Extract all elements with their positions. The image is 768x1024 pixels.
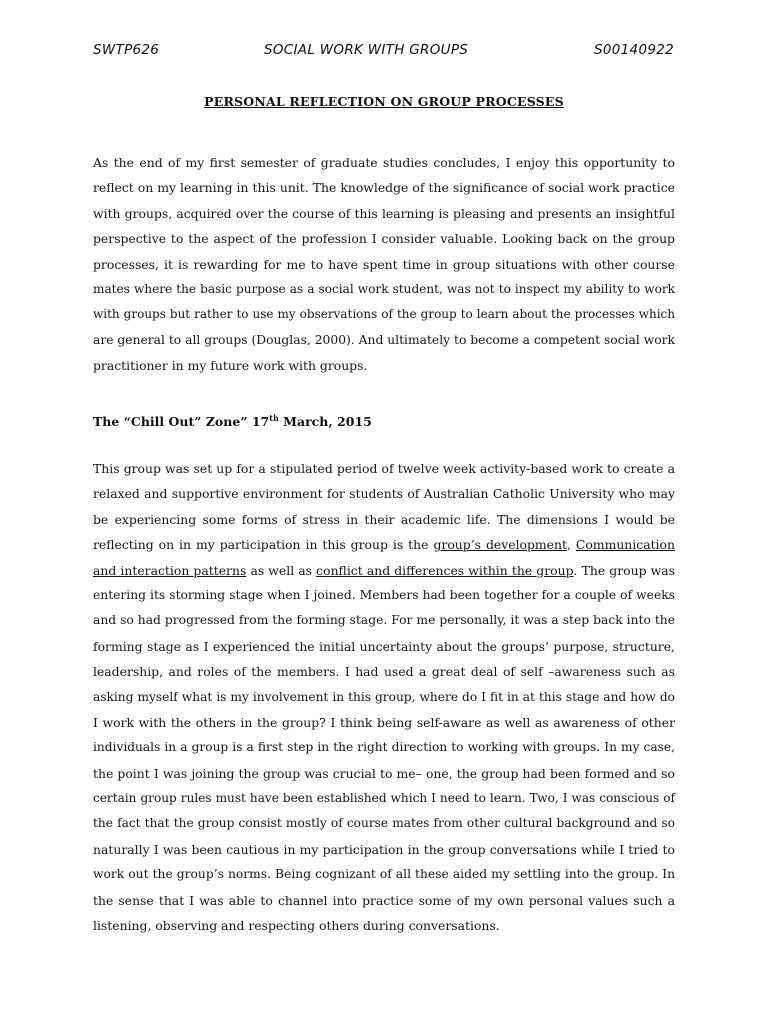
section-heading-text: The “Chill Out” Zone” 17 bbox=[93, 414, 270, 429]
intro-line: are general to all groups (Douglas, 2000). And ultimately to become a competent social work bbox=[93, 332, 675, 347]
line-text: as well as bbox=[246, 562, 317, 578]
section-line: asking myself what is my involvement in this group, where do I fit in at this stage and how do bbox=[93, 689, 675, 704]
section-line: and so had progressed from the forming stage. For me personally, it was a step back into the bbox=[93, 613, 675, 628]
intro-line: processes, it is rewarding for me to have spent time in group situations with other course bbox=[93, 256, 675, 272]
section-line: forming stage as I experienced the initial uncertainty about the groups’ purpose, structure, bbox=[93, 638, 675, 654]
page-header bbox=[93, 42, 674, 62]
section-heading bbox=[93, 414, 372, 429]
intro-line: reflect on my learning in this unit. The knowledge of the significance of social work practice bbox=[93, 180, 675, 196]
line-text: , bbox=[566, 537, 576, 553]
section-line: listening, observing and respecting others during conversations. bbox=[93, 918, 500, 934]
intro-line: with groups, acquired over the course of this learning is pleasing and presents an insightful bbox=[93, 205, 675, 221]
intro-line: As the end of my first semester of graduate studies concludes, I enjoy this opportunity to bbox=[93, 155, 675, 170]
section-line: certain group rules must have been established which I need to learn. Two, I was conscious of bbox=[93, 791, 675, 806]
document-title: PERSONAL REFLECTION ON GROUP PROCESSES bbox=[204, 94, 564, 109]
section-line: naturally I was been cautious in my participation in the group conversations while I tried to bbox=[93, 841, 675, 857]
section-heading-sup: th bbox=[269, 412, 279, 423]
course-name: SOCIAL WORK WITH GROUPS bbox=[264, 42, 469, 58]
intro-line: practitioner in my future work with groups. bbox=[93, 358, 368, 374]
section-line: entering its storming stage when I joined. Members had been together for a couple of weeks bbox=[93, 587, 675, 602]
section-line: relaxed and supportive environment for students of Australian Catholic University who may bbox=[93, 486, 675, 502]
line-text: . The group was bbox=[573, 562, 675, 578]
student-id: S00140922 bbox=[594, 42, 674, 58]
intro-paragraph bbox=[93, 150, 675, 379]
underlined-phrase: group’s development bbox=[433, 537, 567, 553]
section-line: I work with the others in the group? I think being self-aware as well as awareness of other bbox=[93, 714, 675, 730]
intro-line: mates where the basic purpose as a social work student, was not to inspect my ability to work bbox=[93, 281, 675, 296]
section-line: This group was set up for a stipulated period of twelve week activity-based work to create a bbox=[93, 461, 675, 476]
section-heading-date: March, 2015 bbox=[278, 414, 372, 429]
section-line: work out the group’s norms. Being cognizant of all these aided my settling into the group. In bbox=[93, 867, 675, 882]
section-line: the sense that I was able to channel into practice some of my own personal values such a bbox=[93, 892, 675, 908]
section-line: leadership, and roles of the members. I had used a great deal of self –awareness such as bbox=[93, 664, 675, 680]
section-line: the fact that the group consist mostly of course mates from other cultural background and so bbox=[93, 816, 675, 831]
underlined-phrase: conflict and differences within the group bbox=[316, 562, 574, 578]
section-line bbox=[93, 532, 675, 557]
section-line: be experiencing some forms of stress in their academic life. The dimensions I would be bbox=[93, 511, 675, 527]
underlined-phrase: and interaction patterns bbox=[93, 562, 247, 578]
course-code: SWTP626 bbox=[93, 42, 160, 58]
section-line: individuals in a group is a first step in the right direction to working with groups. In my case, bbox=[93, 740, 675, 755]
section-line bbox=[93, 558, 675, 583]
line-text: reflecting on in my participation in this group is the bbox=[93, 537, 434, 553]
section-line: the point I was joining the group was crucial to me– one, the group had been formed and so bbox=[93, 765, 675, 781]
underlined-phrase: Communication bbox=[575, 537, 675, 553]
intro-line: with groups but rather to use my observations of the group to learn about the processes which bbox=[93, 307, 675, 322]
section-paragraph bbox=[93, 456, 675, 938]
intro-line: perspective to the aspect of the profession I consider valuable. Looking back on the group bbox=[93, 231, 675, 247]
